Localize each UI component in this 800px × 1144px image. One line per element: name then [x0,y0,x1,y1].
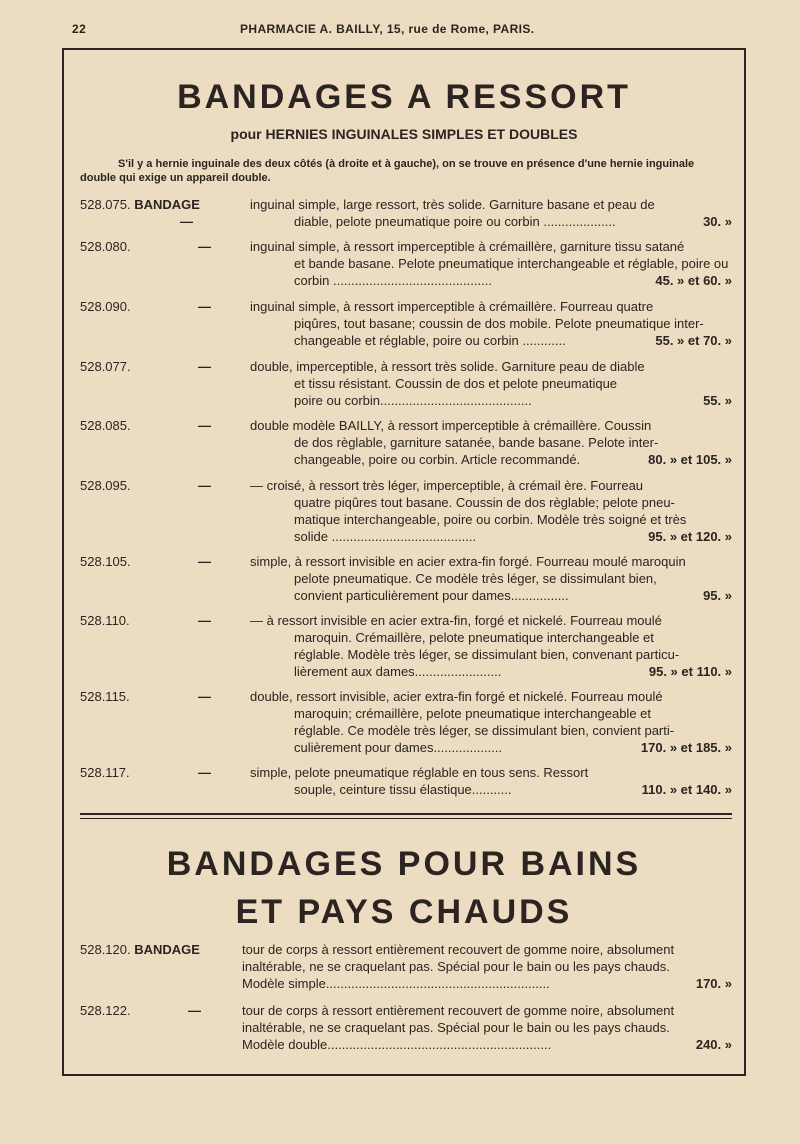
item-code [80,553,131,570]
item-keyword: BANDAGE [134,942,200,957]
item-description-line: maroquin; crémaillère, pelote pneumatique interchangeable et [294,706,651,721]
item-description-line: réglable. Ce modèle très léger, se dissimulant bien, convient parti- [294,723,675,738]
item-dash: — [198,239,211,254]
item-description-line: pelote pneumatique. Ce modèle très léger, se dissimulant bien, [294,571,657,586]
item-description-line: inaltérable, ne se craquelant pas. Spécial pour le bain ou les pays chauds. [242,1020,670,1035]
catalog-entry [80,358,732,409]
item-code [80,612,130,629]
item-description-line: simple, pelote pneumatique réglable en tous sens. Ressort [250,765,589,780]
item-description-line: inaltérable, ne se craquelant pas. Spécial pour le bain ou les pays chauds. [242,959,670,974]
item-code-number: 528.117. [80,765,130,780]
item-code [80,477,131,494]
item-code-number: 528.077. [80,359,131,374]
item-description-line: double modèle BAILLY, à ressort imperceptible à crémaillère. Coussin [250,418,652,433]
item-dash: — [198,689,211,704]
item-keyword: BANDAGE [134,197,200,212]
section-title-bains-pays-chauds [62,840,746,936]
item-code [80,688,130,705]
item-price: 55. » et 70. » [655,333,732,348]
item-code [80,358,131,375]
item-description-line: et tissu résistant. Coussin de dos et pelote pneumatique [294,376,618,391]
item-description-line: maroquin. Crémaillère, pelote pneumatique interchangeable et [294,630,654,645]
item-dash: — [198,613,211,628]
catalog-entry [80,612,732,680]
item-description-line: diable, pelote pneumatique poire ou corbin .................... [294,214,616,229]
section-title-line-1: BANDAGES POUR BAINS [166,845,642,883]
item-code-number: 528.115. [80,689,130,704]
page-running-title: PHARMACIE A. BAILLY, 15, rue de Rome, PARIS. [240,22,535,36]
item-description-line: de dos règlable, garniture satanée, bande basane. Pelote inter- [294,435,659,450]
item-code [80,941,200,958]
item-code [80,417,131,434]
catalog-entry [80,417,732,468]
item-code-number: 528.085. [80,418,131,433]
item-price: 170. » et 185. » [640,740,732,755]
item-description-line: double, imperceptible, à ressort très solide. Garniture peau de diable [250,359,645,374]
item-description-line: lièrement aux dames........................ [294,664,502,679]
catalog-entry [80,688,732,756]
item-code-number: 528.080. [80,239,131,254]
item-price: 95. » et 110. » [648,664,732,679]
item-description-line: tour de corps à ressort entièrement recouvert de gomme noire, absolument [242,942,675,957]
item-description-line: Modèle simple.............................................................. [242,976,550,991]
item-code-number: 528.075. [80,197,131,212]
catalog-entry [80,764,732,798]
item-dash: — [198,478,211,493]
item-price: 110. » et 140. » [641,782,732,797]
catalog-entry [80,477,732,545]
item-description-line: changeable, poire ou corbin. Article recommandé. [294,452,581,467]
item-code [80,1002,131,1019]
item-description-line: poire ou corbin.......................................... [294,393,532,408]
item-price: 240. » [695,1037,732,1052]
item-code-number: 528.090. [80,299,131,314]
item-description-line: culièrement pour dames................... [294,740,503,755]
catalog-entry [80,196,732,230]
section-title-bandages-a-ressort: BANDAGES A RESSORT [177,78,631,116]
item-code [80,298,131,315]
catalog-entry [80,238,732,289]
item-code-number: 528.105. [80,554,131,569]
section-divider-thin [80,818,732,819]
item-description-line: solide ........................................ [294,529,477,544]
item-description-line: — à ressort invisible en acier extra-fin, forgé et nickelé. Fourreau moulé [250,613,662,628]
item-description-line: changeable et réglable, poire ou corbin ............ [294,333,566,348]
item-description-line: simple, à ressort invisible en acier extra-fin forgé. Fourreau moulé maroquin [250,554,686,569]
item-dash: — [188,1003,201,1018]
item-code-number: 528.120. [80,942,131,957]
catalog-entry [80,298,732,349]
section-subtitle: pour HERNIES INGUINALES SIMPLES ET DOUBLES [230,126,578,142]
item-code-number: 528.122. [80,1003,131,1018]
item-description-line: quatre piqûres tout basane. Coussin de dos règlable; pelote pneu- [294,495,675,510]
item-dash: — [198,418,211,433]
item-code [80,196,200,213]
item-description-line: inguinal simple, à ressort imperceptible à crémaillère, garniture tissu satané [250,239,685,254]
item-price: 30. » [703,214,732,229]
item-dash: — [198,554,211,569]
catalog-entry [80,1002,732,1053]
item-description-line: inguinal simple, à ressort imperceptible à crémaillère. Fourreau quatre [250,299,654,314]
item-description-line: souple, ceinture tissu élastique........... [294,782,512,797]
item-description-line: et bande basane. Pelote pneumatique interchangeable et réglable, poire ou [294,256,729,271]
item-price: 45. » et 60. » [655,273,732,288]
item-description-line: convient particulièrement pour dames................ [294,588,569,603]
item-price: 80. » et 105. » [648,452,732,467]
item-dash: — [198,765,211,780]
item-description-line: Modèle double.............................................................. [242,1037,552,1052]
section-title-line-2: ET PAYS CHAUDS [235,893,573,931]
item-description-line: corbin ............................................ [294,273,492,288]
item-dash: — [180,214,193,229]
item-description-line: — croisé, à ressort très léger, imperceptible, à crémail ère. Fourreau [250,478,644,493]
item-description-line: tour de corps à ressort entièrement recouvert de gomme noire, absolument [242,1003,675,1018]
item-price: 55. » [703,393,732,408]
item-price: 170. » [695,976,732,991]
item-description-line: inguinal simple, large ressort, très solide. Garniture basane et peau de [250,197,655,212]
page-number: 22 [72,22,87,36]
item-dash: — [198,359,211,374]
catalog-entry [80,941,732,992]
item-description-line: réglable. Modèle très léger, se dissimulant bien, convenant particu- [294,647,680,662]
item-code-number: 528.095. [80,478,131,493]
item-code [80,238,131,255]
item-description-line: matique interchangeable, poire ou corbin. Modèle très soigné et très [294,512,687,527]
intro-note: S'il y a hernie inguinale des deux côtés (à droite et à gauche), on se trouve en présence d'une hernie inguinale double qui exige un appareil double. [80,158,695,184]
section-divider [80,813,732,815]
item-code-number: 528.110. [80,613,130,628]
page-header [72,22,732,42]
item-price: 95. » [703,588,732,603]
item-price: 95. » et 120. » [648,529,732,544]
item-description-line: double, ressort invisible, acier extra-fin forgé et nickelé. Fourreau moulé [250,689,663,704]
item-dash: — [198,299,211,314]
item-description-line: piqûres, tout basane; coussin de dos mobile. Pelote pneumatique inter- [294,316,704,331]
item-code [80,764,130,781]
catalog-entry [80,553,732,604]
